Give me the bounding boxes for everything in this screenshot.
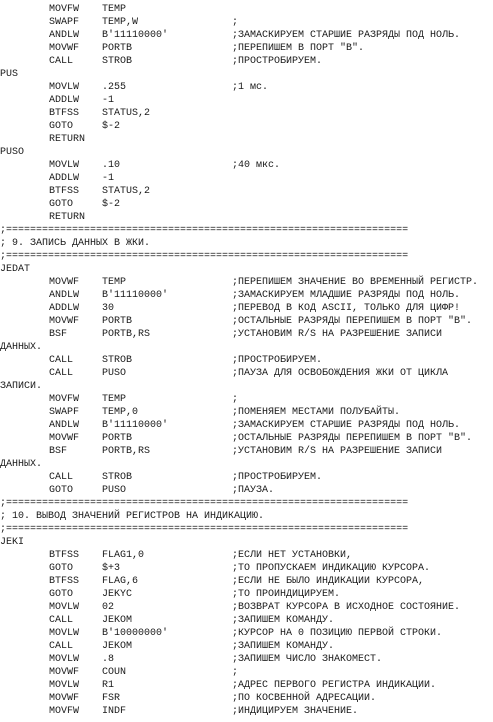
operand: PUSO xyxy=(102,485,127,496)
mnemonic: ADDLW xyxy=(49,173,80,184)
comment: ;ПАУЗА. xyxy=(232,485,275,496)
mnemonic: BTFSS xyxy=(49,550,80,561)
comment: ;ПО КОСВЕННОЙ АДРЕСАЦИИ. xyxy=(232,693,377,704)
operand: PORTB xyxy=(102,43,133,54)
mnemonic: MOVWF xyxy=(49,277,80,288)
operand: TEMP xyxy=(102,394,127,405)
mnemonic: MOVFW xyxy=(49,4,80,15)
section-heading-text: ; 10. ВЫВОД ЗНАЧЕНИЙ РЕГИСТРОВ НА ИНДИКАЦИЮ. xyxy=(0,511,265,522)
mnemonic: MOVLW xyxy=(49,654,80,665)
operand: 30 xyxy=(102,303,115,314)
comment: ;ПЕРЕПИШЕМ ЗНАЧЕНИЕ ВО ВРЕМЕННЫЙ РЕГИСТР. xyxy=(232,277,479,288)
comment: ;ПРОСТРОБИРУЕМ. xyxy=(232,472,323,483)
operand: B'11110000' xyxy=(102,290,169,301)
code-label: ДАННЫХ. xyxy=(0,342,43,353)
operand: B'11110000' xyxy=(102,30,169,41)
operand: COUN xyxy=(102,667,127,678)
operand: FLAG1,0 xyxy=(102,550,145,561)
operand: $-2 xyxy=(102,199,121,210)
comment: ;ЗАМАСКИРУЕМ СТАРШИЕ РАЗРЯДЫ ПОД НОЛЬ. xyxy=(232,420,461,431)
operand: PORTB xyxy=(102,433,133,444)
comment: ;УСТАНОВИМ R/S НА РАЗРЕШЕНИЕ ЗАПИСИ xyxy=(232,446,443,457)
comment: ;АДРЕС ПЕРВОГО РЕГИСТРА ИНДИКАЦИИ. xyxy=(232,680,437,691)
code-label: JEDAT xyxy=(0,264,31,275)
operand: PORTB,RS xyxy=(102,329,151,340)
mnemonic: GOTO xyxy=(49,485,74,496)
mnemonic: RETURN xyxy=(49,212,86,223)
comment: ;ПАУЗА ДЛЯ ОСВОБОЖДЕНИЯ ЖКИ ОТ ЦИКЛА xyxy=(232,368,449,379)
comment: ;ПОМЕНЯЕМ МЕСТАМИ ПОЛУБАЙТЫ. xyxy=(232,407,401,418)
code-label: ЗАПИСИ. xyxy=(0,381,43,392)
operand: -1 xyxy=(102,95,115,106)
mnemonic: BSF xyxy=(49,329,68,340)
mnemonic: RETURN xyxy=(49,134,86,145)
operand: $+3 xyxy=(102,563,121,574)
code-label: JEKI xyxy=(0,537,25,548)
comment: ;ПРОСТРОБИРУЕМ. xyxy=(232,355,323,366)
mnemonic: MOVLW xyxy=(49,82,80,93)
separator-text: ;=================================================================== xyxy=(0,524,409,535)
operand: FSR xyxy=(102,693,121,704)
operand: INDF xyxy=(102,706,127,717)
operand: .255 xyxy=(102,82,127,93)
operand: PORTB xyxy=(102,316,133,327)
mnemonic: ANDLW xyxy=(49,30,80,41)
mnemonic: GOTO xyxy=(49,121,74,132)
comment: ;ЗАПИШЕМ КОМАНДУ. xyxy=(232,641,335,652)
mnemonic: ANDLW xyxy=(49,290,80,301)
mnemonic: CALL xyxy=(49,355,74,366)
mnemonic: CALL xyxy=(49,368,74,379)
mnemonic: GOTO xyxy=(49,563,74,574)
operand: R1 xyxy=(102,680,115,691)
operand: TEMP xyxy=(102,277,127,288)
operand: TEMP xyxy=(102,4,127,15)
mnemonic: MOVLW xyxy=(49,680,80,691)
operand: .8 xyxy=(102,654,115,665)
operand: STROB xyxy=(102,355,133,366)
mnemonic: MOVFW xyxy=(49,706,80,717)
comment: ;ПЕРЕВОД В КОД ASCII, ТОЛЬКО ДЛЯ ЦИФР! xyxy=(232,303,461,314)
mnemonic: CALL xyxy=(49,641,74,652)
operand: TEMP,0 xyxy=(102,407,139,418)
mnemonic: MOVLW xyxy=(49,160,80,171)
mnemonic: MOVWF xyxy=(49,667,80,678)
comment: ;ЗАПИШЕМ КОМАНДУ. xyxy=(232,615,335,626)
operand: JEKOM xyxy=(102,615,133,626)
comment: ;ОСТАЛЬНЫЕ РАЗРЯДЫ ПЕРЕПИШЕМ В ПОРТ "B". xyxy=(232,316,473,327)
mnemonic: ADDLW xyxy=(49,95,80,106)
mnemonic: GOTO xyxy=(49,199,74,210)
mnemonic: MOVWF xyxy=(49,43,80,54)
mnemonic: CALL xyxy=(49,472,74,483)
operand: STROB xyxy=(102,56,133,67)
comment: ;ПЕРЕПИШЕМ В ПОРТ "B". xyxy=(232,43,365,54)
mnemonic: BTFSS xyxy=(49,186,80,197)
operand: JEKYC xyxy=(102,589,133,600)
operand: B'10000000' xyxy=(102,628,169,639)
code-label: PUS xyxy=(0,69,19,80)
mnemonic: MOVWF xyxy=(49,693,80,704)
operand: STATUS,2 xyxy=(102,186,151,197)
comment: ;1 мс. xyxy=(232,82,269,93)
operand: FLAG,6 xyxy=(102,576,139,587)
mnemonic: BTFSS xyxy=(49,576,80,587)
comment: ;40 мкс. xyxy=(232,160,281,171)
mnemonic: MOVWF xyxy=(49,433,80,444)
operand: .10 xyxy=(102,160,121,171)
comment: ;ИНДИЦИРУЕМ ЗНАЧЕНИЕ. xyxy=(232,706,359,717)
code-label: ДАННЫХ. xyxy=(0,459,43,470)
comment: ;УСТАНОВИМ R/S НА РАЗРЕШЕНИЕ ЗАПИСИ xyxy=(232,329,443,340)
operand: STATUS,2 xyxy=(102,108,151,119)
comment: ;ПРОСТРОБИРУЕМ. xyxy=(232,56,323,67)
comment: ; xyxy=(232,394,239,405)
mnemonic: ANDLW xyxy=(49,420,80,431)
mnemonic: BTFSS xyxy=(49,108,80,119)
mnemonic: CALL xyxy=(49,56,74,67)
comment: ;ТО ПРОИНДИЦИРУЕМ. xyxy=(232,589,341,600)
operand: B'11110000' xyxy=(102,420,169,431)
separator-text: ;=================================================================== xyxy=(0,251,409,262)
comment: ; xyxy=(232,17,239,28)
operand: 02 xyxy=(102,602,115,613)
operand: PUSO xyxy=(102,368,127,379)
comment: ;ЕСЛИ НЕ БЫЛО ИНДИКАЦИИ КУРСОРА, xyxy=(232,576,425,587)
comment: ;ЕСЛИ НЕТ УСТАНОВКИ, xyxy=(232,550,353,561)
operand: PORTB,RS xyxy=(102,446,151,457)
section-heading-text: ; 9. ЗАПИСЬ ДАННЫХ В ЖКИ. xyxy=(0,238,151,249)
comment: ;ЗАМАСКИРУЕМ СТАРШИЕ РАЗРЯДЫ ПОД НОЛЬ. xyxy=(232,30,461,41)
comment: ;ВОЗВРАТ КУРСОРА В ИСХОДНОЕ СОСТОЯНИЕ. xyxy=(232,602,461,613)
mnemonic: MOVLW xyxy=(49,602,80,613)
mnemonic: ADDLW xyxy=(49,303,80,314)
mnemonic: BSF xyxy=(49,446,68,457)
separator-text: ;=================================================================== xyxy=(0,498,409,509)
comment: ;КУРСОР НА 0 ПОЗИЦИЮ ПЕРВОЙ СТРОКИ. xyxy=(232,628,443,639)
comment: ;ЗАПИШЕМ ЧИСЛО ЗНАКОМЕСТ. xyxy=(232,654,383,665)
comment: ;ОСТАЛЬНЫЕ РАЗРЯДЫ ПЕРЕПИШЕМ В ПОРТ "B". xyxy=(232,433,473,444)
operand: -1 xyxy=(102,173,115,184)
code-label: PUSO xyxy=(0,147,25,158)
comment: ; xyxy=(232,667,239,678)
mnemonic: GOTO xyxy=(49,589,74,600)
mnemonic: MOVLW xyxy=(49,628,80,639)
operand: $-2 xyxy=(102,121,121,132)
comment: ;ЗАМАСКИРУЕМ МЛАДШИЕ РАЗРЯДЫ ПОД НОЛЬ. xyxy=(232,290,461,301)
mnemonic: MOVWF xyxy=(49,316,80,327)
mnemonic: SWAPF xyxy=(49,17,80,28)
comment: ;ТО ПРОПУСКАЕМ ИНДИКАЦИЮ КУРСОРА. xyxy=(232,563,431,574)
mnemonic: SWAPF xyxy=(49,407,80,418)
mnemonic: MOVFW xyxy=(49,394,80,405)
operand: JEKOM xyxy=(102,641,133,652)
separator-text: ;=================================================================== xyxy=(0,225,409,236)
operand: TEMP,W xyxy=(102,17,139,28)
mnemonic: CALL xyxy=(49,615,74,626)
operand: STROB xyxy=(102,472,133,483)
